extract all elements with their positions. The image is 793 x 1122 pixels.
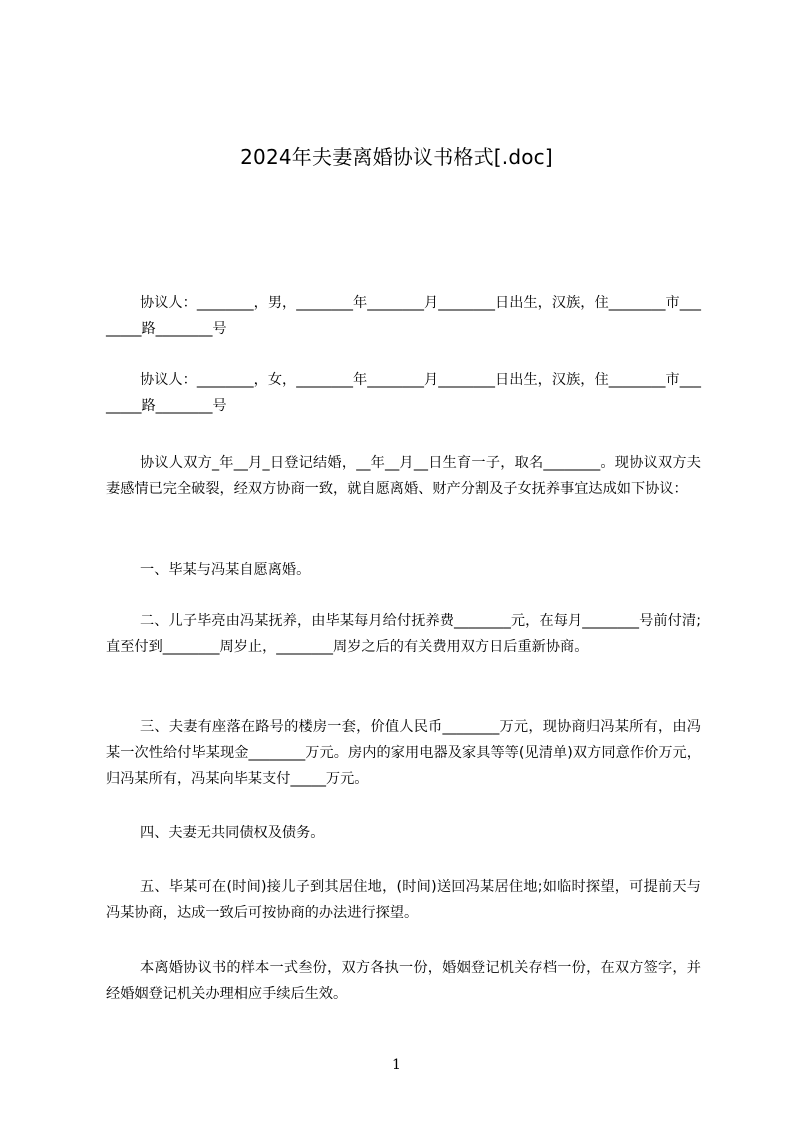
page-number: 1 xyxy=(392,1057,401,1073)
paragraph-clause-5: 五、毕某可在(时间)接儿子到其居住地，(时间)送回冯某居住地;如临时探望，可提前天与冯某协商，达成一致后可按协商的办法进行探望。 xyxy=(106,879,701,921)
paragraph-party-female: 协议人：________，女，________年________月________日出生，汉族，住________市________路________号 xyxy=(106,372,701,414)
paragraph-closing: 本离婚协议书的样本一式叁份，双方各执一份，婚姻登记机关存档一份，在双方签字，并经婚姻登记机关办理相应手续后生效。 xyxy=(106,960,701,1002)
paragraph-party-male: 协议人：________，男，________年________月________日出生，汉族，住________市________路________号 xyxy=(106,295,701,337)
paragraph-clause-2: 二、儿子毕亮由冯某抚养，由毕某每月给付抚养费________元，在每月________号前付清;直至付到________周岁止，________周岁之后的有关费用双方日后重新协商。 xyxy=(106,613,701,655)
paragraph-clause-1: 一、毕某与冯某自愿离婚。 xyxy=(140,562,311,578)
paragraph-preamble: 协议人双方_年__月_日登记结婚，__年__月__日生育一子，取名________。现协议双方夫妻感情已完全破裂，经双方协商一致，就自愿离婚、财产分割及子女抚养事宜达成如下协议： xyxy=(106,455,701,497)
paragraph-clause-4: 四、夫妻无共同债权及债务。 xyxy=(140,825,325,841)
paragraph-clause-3: 三、夫妻有座落在路号的楼房一套，价值人民币________万元，现协商归冯某所有，由冯某一次性给付毕某现金________万元。房内的家用电器及家具等等(见清单)双方同意作价万元，归冯某所有，冯某向毕某支付_____万元。 xyxy=(106,719,701,787)
document-title: 2024年夫妻离婚协议书格式[.doc] xyxy=(240,145,553,169)
